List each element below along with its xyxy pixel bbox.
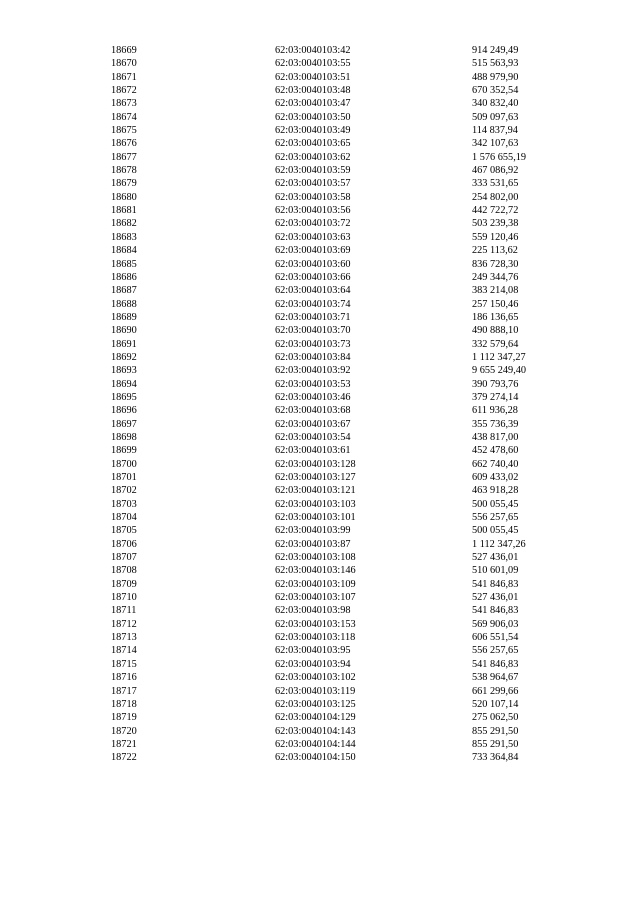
row-number: 18671 [111,71,137,83]
table-row [0,204,640,217]
row-number: 18717 [111,685,137,697]
row-number: 18713 [111,632,137,644]
row-number: 18695 [111,391,137,403]
cadastral-number: 62:03:0040103:73 [275,338,351,350]
row-number: 18685 [111,258,137,270]
cadastral-number: 62:03:0040103:84 [275,351,351,363]
row-number: 18706 [111,538,137,550]
table-row [0,711,640,724]
table-row [0,404,640,417]
table-row [0,538,640,551]
cadastral-number: 62:03:0040103:71 [275,311,351,323]
table-row [0,271,640,284]
row-number: 18672 [111,85,137,97]
row-number: 18684 [111,245,137,257]
row-number: 18683 [111,231,137,243]
cadastral-value: 379 274,14 [472,391,519,403]
table-row [0,44,640,57]
cadastral-number: 62:03:0040103:87 [275,538,351,550]
table-row [0,484,640,497]
cadastral-number: 62:03:0040103:99 [275,525,351,537]
cadastral-value: 527 436,01 [472,592,519,604]
cadastral-number: 62:03:0040104:150 [275,752,356,764]
cadastral-value: 606 551,54 [472,632,519,644]
cadastral-value: 527 436,01 [472,552,519,564]
table-row [0,258,640,271]
cadastral-value: 541 846,83 [472,605,519,617]
cadastral-value: 670 352,54 [472,85,519,97]
cadastral-value: 333 531,65 [472,178,519,190]
row-number: 18689 [111,311,137,323]
cadastral-number: 62:03:0040104:144 [275,738,356,750]
row-number: 18698 [111,431,137,443]
cadastral-value: 510 601,09 [472,565,519,577]
cadastral-value: 503 239,38 [472,218,519,230]
row-number: 18692 [111,351,137,363]
cadastral-value: 467 086,92 [472,165,519,177]
cadastral-value: 452 478,60 [472,445,519,457]
cadastral-number: 62:03:0040103:60 [275,258,351,270]
table-row [0,324,640,337]
row-number: 18693 [111,365,137,377]
table-row [0,444,640,457]
row-number: 18710 [111,592,137,604]
cadastral-value: 556 257,65 [472,645,519,657]
cadastral-value: 438 817,00 [472,431,519,443]
cadastral-value: 332 579,64 [472,338,519,350]
cadastral-value: 9 655 249,40 [472,365,527,377]
table-row [0,458,640,471]
cadastral-value: 836 728,30 [472,258,519,270]
table-row [0,471,640,484]
cadastral-number: 62:03:0040103:121 [275,485,356,497]
table-row [0,164,640,177]
table-row [0,671,640,684]
cadastral-value: 515 563,93 [472,58,519,70]
cadastral-value: 1 112 347,27 [472,351,526,363]
table-row [0,97,640,110]
row-number: 18680 [111,191,137,203]
table-row [0,631,640,644]
table-row [0,177,640,190]
cadastral-number: 62:03:0040103:66 [275,271,351,283]
cadastral-number: 62:03:0040103:125 [275,698,356,710]
table-row [0,151,640,164]
cadastral-number: 62:03:0040103:65 [275,138,351,150]
cadastral-value: 340 832,40 [472,98,519,110]
table-row [0,618,640,631]
table-row [0,564,640,577]
cadastral-number: 62:03:0040103:68 [275,405,351,417]
table-row [0,124,640,137]
row-number: 18719 [111,712,137,724]
table-row [0,244,640,257]
row-number: 18682 [111,218,137,230]
cadastral-value: 1 576 655,19 [472,151,527,163]
cadastral-value: 500 055,45 [472,525,519,537]
table-row [0,511,640,524]
cadastral-value: 249 344,76 [472,271,519,283]
cadastral-number: 62:03:0040103:107 [275,592,356,604]
table-row [0,524,640,537]
cadastral-number: 62:03:0040103:119 [275,685,356,697]
cadastral-number: 62:03:0040103:146 [275,565,356,577]
table-row [0,498,640,511]
cadastral-value: 275 062,50 [472,712,519,724]
table-row [0,698,640,711]
cadastral-number: 62:03:0040103:101 [275,512,356,524]
cadastral-number: 62:03:0040103:63 [275,231,351,243]
table-row [0,298,640,311]
table-row [0,137,640,150]
row-number: 18676 [111,138,137,150]
cadastral-value: 500 055,45 [472,498,519,510]
row-number: 18704 [111,512,137,524]
row-number: 18670 [111,58,137,70]
row-number: 18675 [111,125,137,137]
cadastral-value: 661 299,66 [472,685,519,697]
cadastral-value: 662 740,40 [472,458,519,470]
cadastral-number: 62:03:0040103:50 [275,111,351,123]
cadastral-number: 62:03:0040103:95 [275,645,351,657]
cadastral-value: 254 802,00 [472,191,519,203]
cadastral-number: 62:03:0040103:72 [275,218,351,230]
cadastral-value: 442 722,72 [472,205,519,217]
cadastral-value: 541 846,83 [472,658,519,670]
cadastral-value: 541 846,83 [472,578,519,590]
cadastral-number: 62:03:0040103:59 [275,165,351,177]
cadastral-value: 520 107,14 [472,698,519,710]
cadastral-value: 390 793,76 [472,378,519,390]
document-table [0,44,640,765]
cadastral-number: 62:03:0040103:54 [275,431,351,443]
cadastral-number: 62:03:0040103:57 [275,178,351,190]
cadastral-value: 355 736,39 [472,418,519,430]
table-row [0,391,640,404]
table-row [0,311,640,324]
table-row [0,418,640,431]
cadastral-value: 1 112 347,26 [472,538,526,550]
cadastral-value: 383 214,08 [472,285,519,297]
cadastral-number: 62:03:0040104:129 [275,712,356,724]
cadastral-number: 62:03:0040103:127 [275,472,356,483]
row-number: 18673 [111,98,137,110]
cadastral-value: 257 150,46 [472,298,519,310]
cadastral-number: 62:03:0040103:53 [275,378,351,390]
table-row [0,551,640,564]
cadastral-number: 62:03:0040103:74 [275,298,351,310]
row-number: 18709 [111,578,137,590]
table-row [0,231,640,244]
cadastral-value: 733 364,84 [472,752,519,764]
row-number: 18708 [111,565,137,577]
row-number: 18702 [111,485,137,497]
cadastral-number: 62:03:0040103:64 [275,285,351,297]
row-number: 18674 [111,111,137,123]
row-number: 18701 [111,472,137,483]
row-number: 18720 [111,725,137,737]
row-number: 18722 [111,752,137,764]
cadastral-value: 611 936,28 [472,405,518,417]
cadastral-value: 559 120,46 [472,231,519,243]
cadastral-number: 62:03:0040103:118 [275,632,356,644]
cadastral-number: 62:03:0040103:51 [275,71,351,83]
cadastral-value: 114 837,94 [472,125,518,137]
table-row [0,685,640,698]
cadastral-number: 62:03:0040103:109 [275,578,356,590]
row-number: 18694 [111,378,137,390]
row-number: 18711 [111,605,137,617]
cadastral-number: 62:03:0040103:108 [275,552,356,564]
row-number: 18714 [111,645,137,657]
table-row [0,71,640,84]
cadastral-number: 62:03:0040103:128 [275,458,356,470]
cadastral-number: 62:03:0040103:102 [275,672,356,684]
table-row [0,738,640,751]
row-number: 18700 [111,458,137,470]
cadastral-value: 463 918,28 [472,485,519,497]
row-number: 18721 [111,738,137,750]
table-row [0,364,640,377]
table-row [0,351,640,364]
cadastral-number: 62:03:0040103:92 [275,365,351,377]
cadastral-value: 490 888,10 [472,325,519,337]
cadastral-number: 62:03:0040103:56 [275,205,351,217]
table-row [0,644,640,657]
cadastral-number: 62:03:0040103:46 [275,391,351,403]
cadastral-number: 62:03:0040103:69 [275,245,351,257]
row-number: 18699 [111,445,137,457]
cadastral-number: 62:03:0040103:55 [275,58,351,70]
cadastral-number: 62:03:0040103:98 [275,605,351,617]
row-number: 18697 [111,418,137,430]
table-row [0,725,640,738]
cadastral-value: 186 136,65 [472,311,519,323]
row-number: 18716 [111,672,137,684]
cadastral-value: 855 291,50 [472,725,519,737]
row-number: 18681 [111,205,137,217]
row-number: 18696 [111,405,137,417]
row-number: 18705 [111,525,137,537]
cadastral-value: 556 257,65 [472,512,519,524]
cadastral-number: 62:03:0040103:103 [275,498,356,510]
cadastral-number: 62:03:0040103:48 [275,85,351,97]
row-number: 18678 [111,165,137,177]
cadastral-value: 225 113,62 [472,245,518,257]
table-row [0,751,640,764]
row-number: 18686 [111,271,137,283]
cadastral-value: 914 249,49 [472,45,519,56]
row-number: 18688 [111,298,137,310]
cadastral-value: 342 107,63 [472,138,519,150]
row-number: 18690 [111,325,137,337]
table-row [0,191,640,204]
cadastral-number: 62:03:0040103:153 [275,618,356,630]
cadastral-number: 62:03:0040104:143 [275,725,356,737]
row-number: 18691 [111,338,137,350]
table-row [0,57,640,70]
cadastral-value: 538 964,67 [472,672,519,684]
row-number: 18703 [111,498,137,510]
cadastral-value: 855 291,50 [472,738,519,750]
table-row [0,111,640,124]
cadastral-value: 509 097,63 [472,111,519,123]
table-row [0,591,640,604]
table-row [0,338,640,351]
row-number: 18677 [111,151,137,163]
cadastral-number: 62:03:0040103:47 [275,98,351,110]
cadastral-number: 62:03:0040103:62 [275,151,351,163]
table-row [0,84,640,97]
cadastral-number: 62:03:0040103:94 [275,658,351,670]
cadastral-value: 488 979,90 [472,71,519,83]
cadastral-value: 569 906,03 [472,618,519,630]
cadastral-number: 62:03:0040103:42 [275,45,351,56]
cadastral-number: 62:03:0040103:49 [275,125,351,137]
row-number: 18712 [111,618,137,630]
cadastral-number: 62:03:0040103:61 [275,445,351,457]
table-row [0,284,640,297]
row-number: 18679 [111,178,137,190]
row-number: 18669 [111,45,137,56]
row-number: 18718 [111,698,137,710]
cadastral-value: 609 433,02 [472,472,519,483]
table-row [0,578,640,591]
cadastral-number: 62:03:0040103:70 [275,325,351,337]
row-number: 18715 [111,658,137,670]
row-number: 18707 [111,552,137,564]
table-row [0,431,640,444]
cadastral-number: 62:03:0040103:58 [275,191,351,203]
table-row [0,217,640,230]
cadastral-number: 62:03:0040103:67 [275,418,351,430]
row-number: 18687 [111,285,137,297]
table-row [0,378,640,391]
table-row [0,658,640,671]
table-row [0,604,640,617]
